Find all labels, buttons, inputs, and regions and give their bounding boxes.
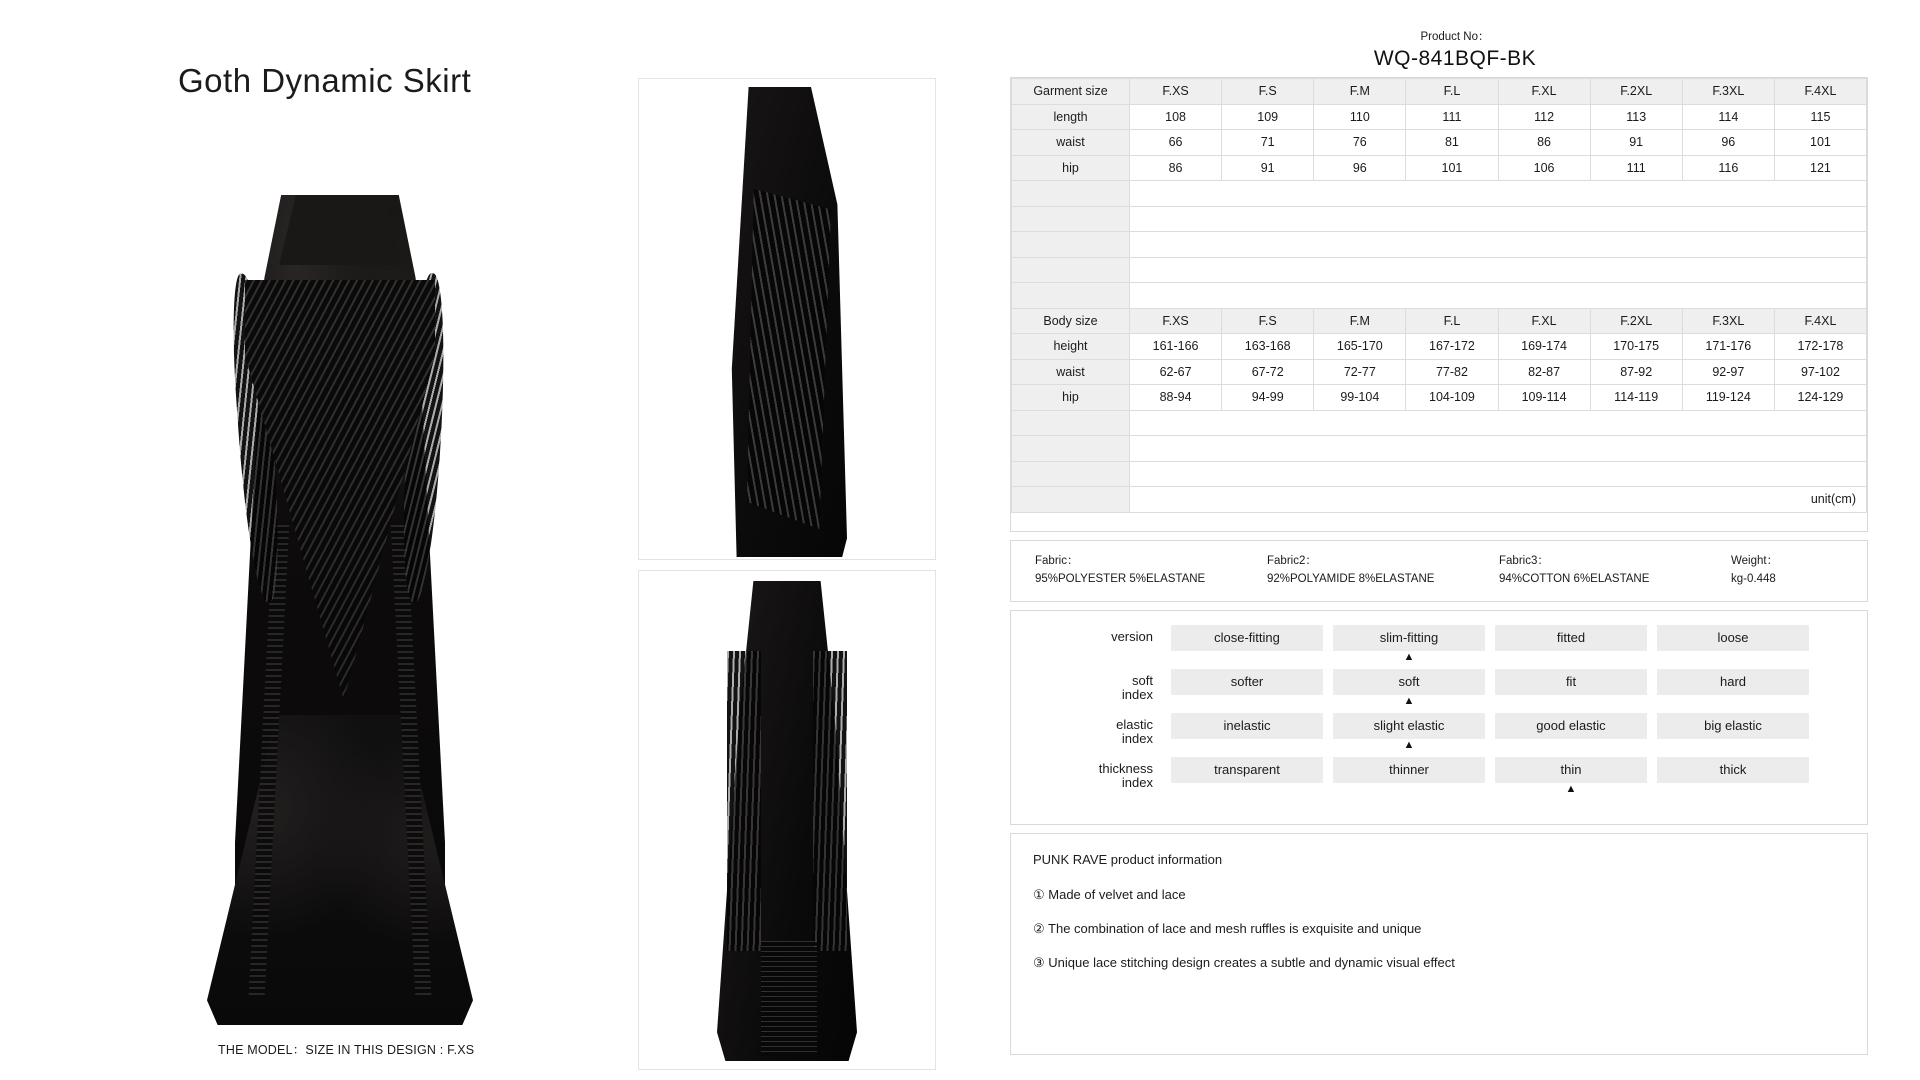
product-no-label: Product No：: [1420, 31, 1490, 43]
garment-row-0-val-4: 112: [1498, 104, 1590, 130]
index-option-elastic-1-label[interactable]: slight elastic: [1333, 713, 1485, 739]
body-table-header-row: [1012, 308, 1867, 334]
body-row-2-val-5: 114-119: [1590, 385, 1682, 411]
index-option-thickness-1-label[interactable]: thinner: [1333, 757, 1485, 783]
index-row-thickness: [1031, 757, 1847, 801]
table-row: [1012, 130, 1867, 156]
garment-row-0-val-7: 115: [1774, 104, 1866, 130]
size-tables: [1011, 78, 1867, 513]
index-label-elastic-line1: elastic: [1116, 717, 1153, 732]
index-marker-version-1: ▲: [1403, 651, 1415, 663]
body-row-1-val-4: 82-87: [1498, 359, 1590, 385]
garment-row-2-val-7: 121: [1774, 155, 1866, 181]
fabric-item-2: [1267, 553, 1499, 589]
fabric-1-label: Fabric：: [1035, 555, 1079, 568]
garment-row-2-val-4: 106: [1498, 155, 1590, 181]
garment-row-2-val-1: 91: [1222, 155, 1314, 181]
body-col-1: F.S: [1222, 308, 1314, 334]
index-option-soft-2[interactable]: [1495, 669, 1647, 708]
index-marker-elastic-1: ▲: [1403, 739, 1415, 751]
garment-row-0-label: length: [1012, 104, 1130, 130]
garment-row-1-val-5: 91: [1590, 130, 1682, 156]
index-option-version-1-label[interactable]: slim-fitting: [1333, 625, 1485, 651]
garment-table-corner: Garment size: [1012, 79, 1130, 105]
unit-row: [1012, 487, 1867, 513]
garment-table-header-row: [1012, 79, 1867, 105]
garment-row-0-val-3: 111: [1406, 104, 1498, 130]
index-option-soft-1[interactable]: [1333, 669, 1485, 708]
body-row-1-val-7: 97-102: [1774, 359, 1866, 385]
index-label-elastic: [1031, 713, 1171, 747]
weight-value: kg-0.448: [1731, 573, 1776, 585]
product-information-panel: [1010, 833, 1868, 1055]
body-row-2-val-0: 88-94: [1130, 385, 1222, 411]
body-row-0-val-4: 169-174: [1498, 334, 1590, 360]
table-spacer-row: [1012, 181, 1867, 207]
body-col-6: F.3XL: [1682, 308, 1774, 334]
body-row-1-val-3: 77-82: [1406, 359, 1498, 385]
spec-sheet-column: [1010, 0, 1900, 1080]
fabric-item-3: [1499, 553, 1731, 589]
index-option-version-1[interactable]: [1333, 625, 1485, 664]
garment-col-4: F.XL: [1498, 79, 1590, 105]
index-marker-thickness-2: ▲: [1565, 783, 1577, 795]
body-row-0-val-3: 167-172: [1406, 334, 1498, 360]
garment-row-2-label: hip: [1012, 155, 1130, 181]
index-option-version-2[interactable]: [1495, 625, 1647, 664]
body-row-0-val-6: 171-176: [1682, 334, 1774, 360]
body-table-corner: Body size: [1012, 308, 1130, 334]
body-row-1-val-2: 72-77: [1314, 359, 1406, 385]
index-option-thickness-0-label[interactable]: transparent: [1171, 757, 1323, 783]
table-spacer-row: [1012, 257, 1867, 283]
body-row-2-val-2: 99-104: [1314, 385, 1406, 411]
table-spacer-row: [1012, 283, 1867, 309]
fabric-1-value: 95%POLYESTER 5%ELASTANE: [1035, 573, 1206, 585]
garment-col-5: F.2XL: [1590, 79, 1682, 105]
body-row-2-val-3: 104-109: [1406, 385, 1498, 411]
garment-row-1-val-4: 86: [1498, 130, 1590, 156]
index-option-soft-3-label[interactable]: hard: [1657, 669, 1809, 695]
index-label-version: [1031, 625, 1171, 644]
product-info-heading: PUNK RAVE product information: [1033, 852, 1223, 867]
body-row-2-label: hip: [1012, 385, 1130, 411]
main-product-photo: [235, 195, 445, 1025]
garment-row-1-val-3: 81: [1406, 130, 1498, 156]
index-label-thickness-line1: thickness: [1098, 761, 1153, 776]
index-option-thickness-2-label[interactable]: thin: [1495, 757, 1647, 783]
garment-row-0-val-1: 109: [1222, 104, 1314, 130]
garment-col-6: F.3XL: [1682, 79, 1774, 105]
product-info-line-2: ② The combination of lace and mesh ruffles is exquisite and unique: [1033, 921, 1422, 936]
index-option-thickness-3[interactable]: [1657, 757, 1809, 796]
back-view-ruffle-right: [813, 651, 847, 951]
body-row-1-val-6: 92-97: [1682, 359, 1774, 385]
garment-row-1-val-2: 76: [1314, 130, 1406, 156]
product-info-line-1: ① Made of velvet and lace: [1033, 887, 1186, 902]
fabric-item-weight: [1731, 553, 1861, 589]
weight-label: Weight：: [1731, 555, 1779, 568]
product-no-value: WQ-841BQF-BK: [1373, 47, 1537, 70]
garment-row-1-val-7: 101: [1774, 130, 1866, 156]
body-col-0: F.XS: [1130, 308, 1222, 334]
size-tables-panel: [1010, 77, 1868, 532]
index-row-soft: [1031, 669, 1847, 713]
garment-row-1-val-0: 66: [1130, 130, 1222, 156]
product-info-line-3: ③ Unique lace stitching design creates a subtle and dynamic visual effect: [1033, 955, 1455, 970]
index-option-version-3[interactable]: [1657, 625, 1809, 664]
body-row-1-val-0: 62-67: [1130, 359, 1222, 385]
table-spacer-row: [1012, 206, 1867, 232]
fabric-2-value: 92%POLYAMIDE 8%ELASTANE: [1267, 573, 1435, 585]
index-option-version-0-label[interactable]: close-fitting: [1171, 625, 1323, 651]
table-spacer-row: [1012, 461, 1867, 487]
table-spacer-row: [1012, 410, 1867, 436]
index-option-soft-0[interactable]: [1171, 669, 1323, 708]
table-spacer-row: [1012, 232, 1867, 258]
garment-row-0-val-2: 110: [1314, 104, 1406, 130]
product-image-column: [0, 0, 630, 1080]
fabric-item-1: [1035, 553, 1267, 589]
index-option-elastic-0[interactable]: [1171, 713, 1323, 752]
garment-col-0: F.XS: [1130, 79, 1222, 105]
index-option-thickness-0[interactable]: [1171, 757, 1323, 796]
fabric-3-label: Fabric3：: [1499, 555, 1549, 568]
index-option-version-0[interactable]: [1171, 625, 1323, 664]
index-option-elastic-2-label[interactable]: good elastic: [1495, 713, 1647, 739]
body-row-1-val-1: 67-72: [1222, 359, 1314, 385]
table-row: [1012, 385, 1867, 411]
index-option-soft-3[interactable]: [1657, 669, 1809, 708]
body-row-2-val-7: 124-129: [1774, 385, 1866, 411]
skirt-waistband: [279, 195, 401, 265]
body-row-0-val-2: 165-170: [1314, 334, 1406, 360]
body-row-2-val-4: 109-114: [1498, 385, 1590, 411]
garment-row-2-val-5: 111: [1590, 155, 1682, 181]
garment-row-2-val-0: 86: [1130, 155, 1222, 181]
body-row-1-label: waist: [1012, 359, 1130, 385]
index-option-soft-2-label[interactable]: fit: [1495, 669, 1647, 695]
garment-col-3: F.L: [1406, 79, 1498, 105]
index-option-elastic-1[interactable]: [1333, 713, 1485, 752]
garment-row-0-val-5: 113: [1590, 104, 1682, 130]
unit-label: unit(cm): [1130, 487, 1867, 513]
table-row: [1012, 104, 1867, 130]
fabric-panel: [1010, 540, 1868, 602]
index-option-thickness-2[interactable]: [1495, 757, 1647, 796]
back-view-mesh-insert: [761, 941, 817, 1056]
garment-col-1: F.S: [1222, 79, 1314, 105]
index-option-soft-1-label[interactable]: soft: [1333, 669, 1485, 695]
page-title: Goth Dynamic Skirt: [178, 62, 472, 99]
garment-row-1-val-6: 96: [1682, 130, 1774, 156]
garment-row-1-val-1: 71: [1222, 130, 1314, 156]
garment-row-0-val-6: 114: [1682, 104, 1774, 130]
back-view-ruffle-left: [727, 651, 761, 951]
garment-row-2-val-3: 101: [1406, 155, 1498, 181]
garment-row-2-val-2: 96: [1314, 155, 1406, 181]
garment-row-2-val-6: 116: [1682, 155, 1774, 181]
body-col-5: F.2XL: [1590, 308, 1682, 334]
body-row-2-val-6: 119-124: [1682, 385, 1774, 411]
index-option-thickness-3-label[interactable]: thick: [1657, 757, 1809, 783]
garment-col-2: F.M: [1314, 79, 1406, 105]
index-row-version: [1031, 625, 1847, 669]
model-size-note: THE MODEL：SIZE IN THIS DESIGN : F.XS: [218, 1043, 475, 1057]
body-col-4: F.XL: [1498, 308, 1590, 334]
back-view-photo: [638, 570, 936, 1070]
garment-row-1-label: waist: [1012, 130, 1130, 156]
side-view-ruffle: [747, 189, 831, 529]
index-row-elastic: [1031, 713, 1847, 757]
fabric-3-value: 94%COTTON 6%ELASTANE: [1499, 573, 1650, 585]
body-row-1-val-5: 87-92: [1590, 359, 1682, 385]
index-option-version-2-label[interactable]: fitted: [1495, 625, 1647, 651]
body-row-0-val-0: 161-166: [1130, 334, 1222, 360]
body-col-2: F.M: [1314, 308, 1406, 334]
index-panel: [1010, 610, 1868, 825]
index-label-soft: [1031, 669, 1171, 703]
index-label-elastic-line2: index: [1121, 731, 1153, 747]
body-col-7: F.4XL: [1774, 308, 1866, 334]
index-label-soft-line2: index: [1121, 687, 1153, 703]
body-row-0-val-5: 170-175: [1590, 334, 1682, 360]
index-option-version-3-label[interactable]: loose: [1657, 625, 1809, 651]
index-marker-soft-1: ▲: [1403, 695, 1415, 707]
index-label-version-line1: version: [1111, 629, 1153, 644]
body-row-0-val-7: 172-178: [1774, 334, 1866, 360]
index-option-soft-0-label[interactable]: softer: [1171, 669, 1323, 695]
table-spacer-row: [1012, 436, 1867, 462]
index-option-elastic-3[interactable]: [1657, 713, 1809, 752]
index-option-elastic-2[interactable]: [1495, 713, 1647, 752]
index-option-elastic-3-label[interactable]: big elastic: [1657, 713, 1809, 739]
index-label-thickness: [1031, 757, 1171, 791]
fabric-2-label: Fabric2：: [1267, 555, 1317, 568]
side-view-photo: [638, 78, 936, 560]
table-row: [1012, 334, 1867, 360]
body-row-0-label: height: [1012, 334, 1130, 360]
garment-row-0-val-0: 108: [1130, 104, 1222, 130]
body-col-3: F.L: [1406, 308, 1498, 334]
table-row: [1012, 155, 1867, 181]
body-row-2-val-1: 94-99: [1222, 385, 1314, 411]
index-option-thickness-1[interactable]: [1333, 757, 1485, 796]
table-row: [1012, 359, 1867, 385]
index-label-thickness-line2: index: [1121, 775, 1153, 791]
body-row-0-val-1: 163-168: [1222, 334, 1314, 360]
index-label-soft-line1: soft: [1132, 673, 1153, 688]
garment-col-7: F.4XL: [1774, 79, 1866, 105]
index-option-elastic-0-label[interactable]: inelastic: [1171, 713, 1323, 739]
